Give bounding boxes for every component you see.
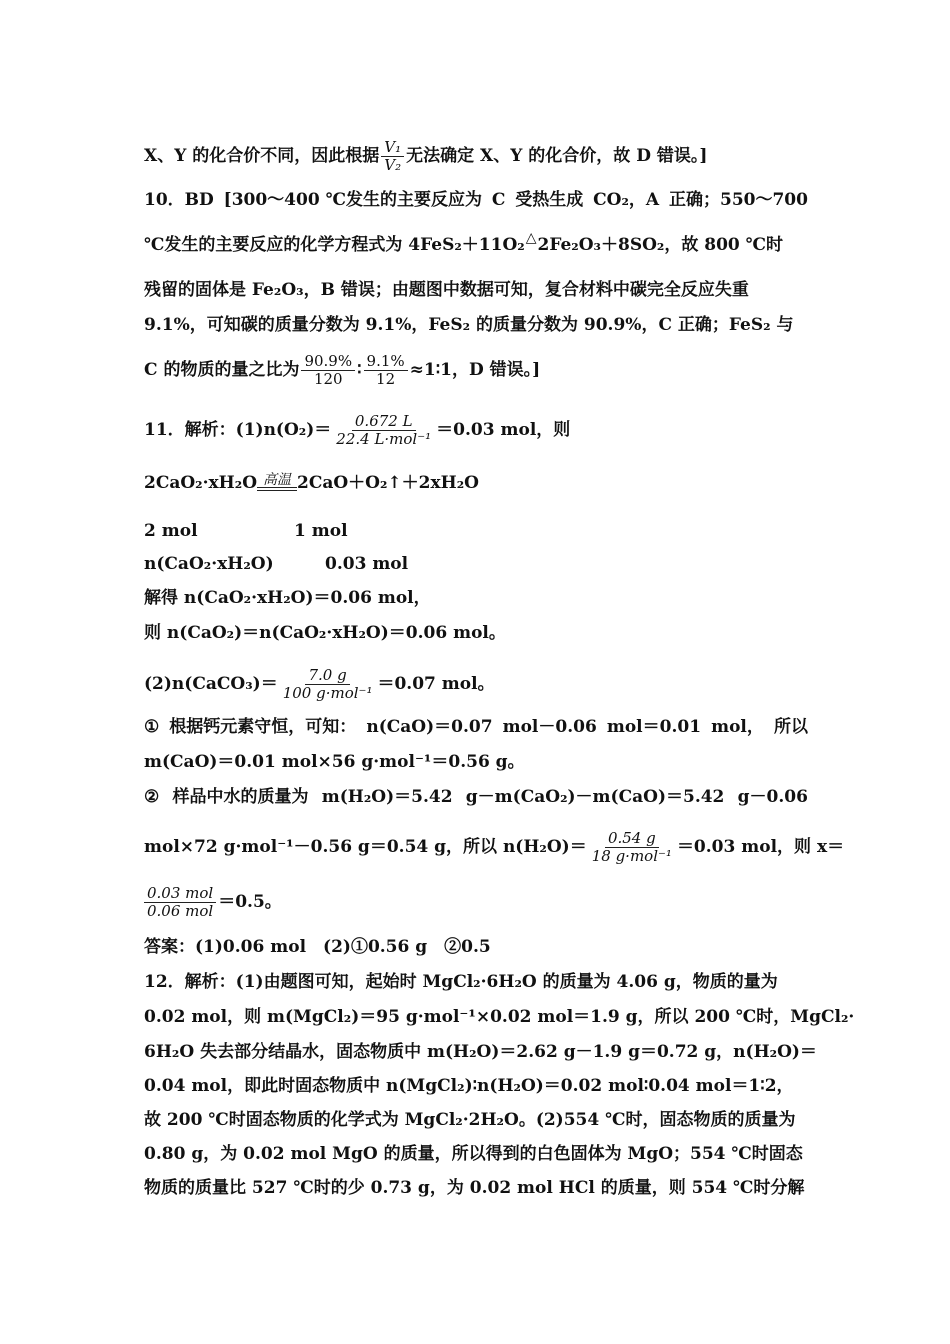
line-20: 12．解析：(1)由题图可知，起始时 MgCl₂·6H₂O 的质量为 4.06 g，物质的量为 <box>144 972 778 992</box>
line-5: 9.1%，可知碳的质量分数为 9.1%，FeS₂ 的质量分数为 90.9%，C 正确；FeS₂ 与 <box>144 315 794 335</box>
line-8-equation: 2CaO₂·xH₂O 高温 2CaO＋O₂↑＋2xH₂O <box>144 472 479 493</box>
line-14: ① 根据钙元素守恒，可知： n(CaO)＝0.07 mol－0.06 mol＝0.01 mol， 所以 <box>144 717 808 737</box>
line-9: 2 mol 1 mol <box>144 521 348 541</box>
line-7: 11．解析：(1)n(O₂)＝ $\frac{0.672 L}{\text{22.4 L·mol⁻¹}}$ ＝0.03 mol，则 <box>144 412 571 448</box>
line-12: 则 n(CaO₂)＝n(CaO₂·xH₂O)＝0.06 mol。 <box>144 623 506 643</box>
reaction-condition: 高温 <box>257 473 297 491</box>
line-23: 0.04 mol，即此时固态物质中 n(MgCl₂)∶n(H₂O)＝0.02 mol∶0.04 mol＝1∶2， <box>144 1076 794 1096</box>
line-3: ℃发生的主要反应的化学方程式为 4FeS₂＋11O₂△2Fe₂O₃＋8SO₂，故 800 ℃时 <box>144 230 784 255</box>
line-13: (2)n(CaCO₃)＝ $\frac{7.0 g}{\text{100 g·mol⁻¹}}$ ＝0.07 mol。 <box>144 666 495 702</box>
heat-symbol: △ <box>525 230 537 246</box>
line-25: 0.80 g，为 0.02 mol MgO 的质量，所以得到的白色固体为 MgO；554 ℃时固态 <box>144 1144 803 1164</box>
fraction-h2o-moles: $\frac{0.54 g}{\text{18 g·mol⁻¹}}$ <box>591 829 672 865</box>
line-22: 6H₂O 失去部分结晶水，固态物质中 m(H₂O)＝2.62 g－1.9 g＝0.72 g，n(H₂O)＝ <box>144 1042 817 1062</box>
line-10: n(CaO₂·xH₂O) 0.03 mol <box>144 554 409 574</box>
line-24: 故 200 ℃时固态物质的化学式为 MgCl₂·2H₂O。(2)554 ℃时，固态物质的质量为 <box>144 1110 796 1130</box>
line-21: 0.02 mol，则 m(MgCl₂)＝95 g·mol⁻¹×0.02 mol＝1.9 g，所以 200 ℃时，MgCl₂· <box>144 1007 855 1027</box>
line-1: X、Y 的化合价不同，因此根据 $\frac{\text{V₁}}{\text{V₂}}$ 无法确定 X、Y 的化合价，故 D 错误。] <box>144 138 708 174</box>
line-17: mol×72 g·mol⁻¹－0.56 g＝0.54 g，所以 n(H₂O)＝ $\frac{0.54 g}{\text{18 g·mol⁻¹}}$ ＝0.03 mol，则 x＝ <box>144 829 845 865</box>
line-6: C 的物质的量之比为 $\frac{90.9\%}{120}$ ∶ $\frac{9.1\%}{12}$ ≈1∶1，D 错误。] <box>144 352 541 388</box>
fraction-909-120: $\frac{90.9\%}{120}$ <box>301 353 355 388</box>
line-4: 残留的固体是 Fe₂O₃，B 错误；由题图中数据可知，复合材料中碳完全反应失重 <box>144 280 749 300</box>
line-15: m(CaO)＝0.01 mol×56 g·mol⁻¹＝0.56 g。 <box>144 752 525 772</box>
fraction-91-12: $\frac{9.1\%}{12}$ <box>364 353 408 388</box>
line-16: ② 样品中水的质量为 m(H₂O)＝5.42 g－m(CaO₂)－m(CaO)＝5.42 g－0.06 <box>144 787 808 807</box>
line-26: 物质的质量比 527 ℃时的少 0.73 g，为 0.02 mol HCl 的质量，则 554 ℃时分解 <box>144 1178 805 1198</box>
fraction-caco3: $\frac{7.0 g}{\text{100 g·mol⁻¹}}$ <box>282 666 373 702</box>
answer-line: 答案：(1)0.06 mol (2)①0.56 g ②0.5 <box>144 937 491 957</box>
fraction-o2-moles: $\frac{0.672 L}{\text{22.4 L·mol⁻¹}}$ <box>336 412 432 448</box>
line-2: 10．BD [300～400 ℃发生的主要反应为 C 受热生成 CO₂，A 正确；550～700 <box>144 190 808 210</box>
fraction-v1-v2: $\frac{\text{V₁}}{\text{V₂}}$ <box>381 139 404 174</box>
fraction-x: $\frac{\text{0.03 mol}}{\text{0.06 mol}}$ <box>144 885 216 920</box>
line-18: $\frac{\text{0.03 mol}}{\text{0.06 mol}}$ ＝0.5。 <box>144 885 808 920</box>
line-11: 解得 n(CaO₂·xH₂O)＝0.06 mol， <box>144 588 431 608</box>
